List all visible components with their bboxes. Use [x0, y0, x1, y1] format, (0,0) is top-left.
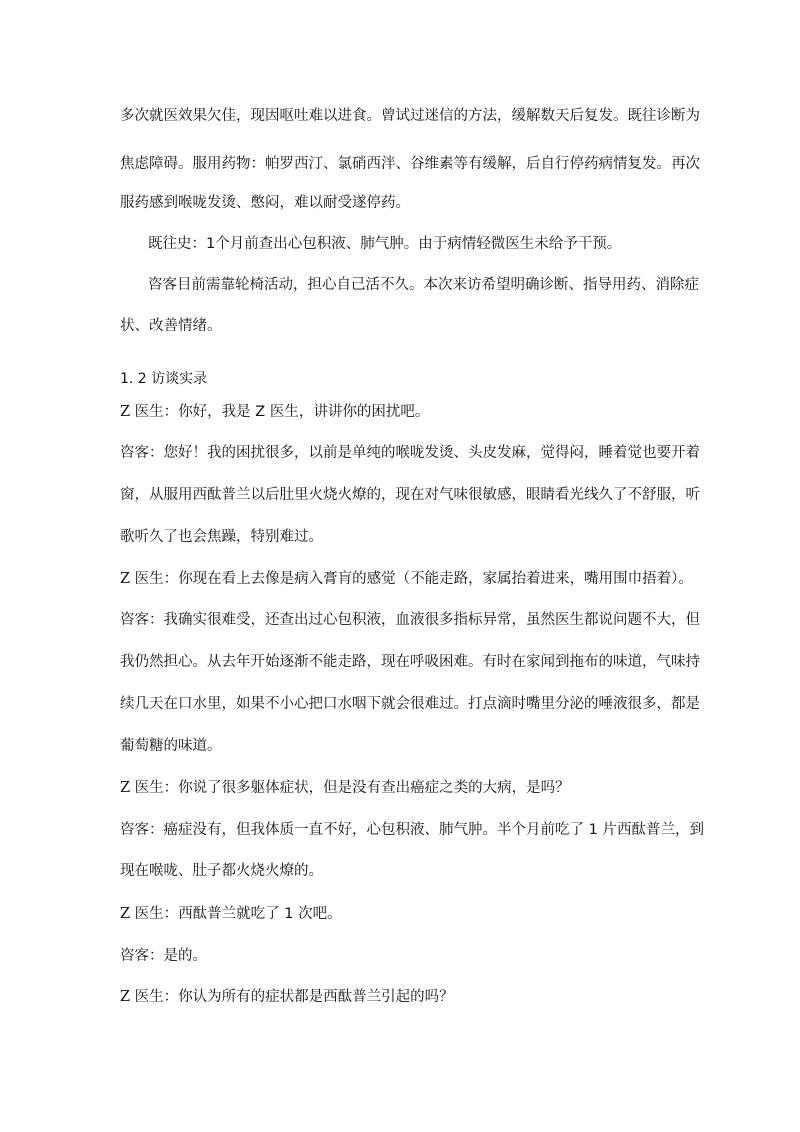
dialogue-line: [120, 402, 690, 422]
dialogue-text: 你说了很多躯体症状，但是没有查出癌症之类的大病，是吗？: [178, 780, 570, 796]
dialogue-text: 你现在看上去像是病入膏肓的感觉（不能走路，家属抬着进来，嘴用围巾捂着）。: [178, 571, 693, 587]
paragraph-line: 服药感到喉咙发烫、憋闷，难以耐受遂停药。: [120, 195, 410, 211]
dialogue-text: 你好，我是 Z 医生，讲讲你的困扰吧。: [178, 404, 430, 420]
paragraph-line: 焦虑障碍。服用药物：帕罗西汀、氯硝西泮、谷维素等有缓解，后自行停药病情复发。再次: [120, 156, 700, 172]
dialogue-text: 是的。: [163, 948, 207, 964]
dialogue-text: 癌症没有，但我体质一直不好，心包积液、肺气肿。半个月前吃了 1 片西酞普兰，到: [163, 822, 704, 838]
paragraph-line: 状、改善情绪。: [120, 318, 222, 334]
paragraph-line: 既往史：1个月前查出心包积液、肺气肿。由于病情轻微医生未给予干预。: [148, 236, 622, 252]
dialogue-line: [120, 987, 690, 1007]
dialogue-line: [120, 946, 690, 966]
dialogue-line: 续几天在口水里，如果不小心把口水咽下就会很难过。打点滴时嘴里分泌的唾液很多，都是: [120, 696, 700, 712]
speaker-label: Z 医生：: [120, 906, 179, 922]
dialogue-line: [120, 820, 704, 840]
speaker-label: 咨客：: [120, 445, 164, 461]
paragraph-line: 多次就医效果欠佳，现因呕吐难以进食。曾试过迷信的方法，缓解数天后复发。既往诊断为: [120, 108, 700, 124]
speaker-label: Z 医生：: [120, 571, 179, 587]
dialogue-text: 你认为所有的症状都是西酞普兰引起的吗？: [178, 989, 454, 1005]
dialogue-line: 葡萄糖的味道。: [120, 738, 222, 754]
dialogue-line: 歌听久了也会焦躁，特别难过。: [120, 529, 323, 545]
dialogue-line: [120, 443, 700, 463]
speaker-label: 咨客：: [120, 612, 164, 628]
dialogue-line: [120, 569, 693, 589]
dialogue-text: 您好！我的困扰很多，以前是单纯的喉咙发烫、头皮发麻，觉得闷，睡着觉也要开着: [163, 445, 700, 461]
dialogue-line: [120, 610, 700, 630]
speaker-label: Z 医生：: [120, 989, 179, 1005]
speaker-label: 咨客：: [120, 948, 164, 964]
dialogue-line: 我仍然担心。从去年开始逐渐不能走路，现在呼吸困难。有时在家闻到拖布的味道，气味持: [120, 654, 700, 670]
dialogue-line: 窗，从服用西酞普兰以后肚里火烧火燎的，现在对气味很敏感，眼睛看光线久了不舒服，听: [120, 487, 700, 503]
speaker-label: Z 医生：: [120, 780, 179, 796]
paragraph-line: 咨客目前需靠轮椅活动，担心自己活不久。本次来访希望明确诊断、指导用药、消除症: [148, 277, 699, 293]
speaker-label: 咨客：: [120, 822, 164, 838]
dialogue-text: 西酞普兰就吃了 1 次吧。: [178, 906, 342, 922]
dialogue-line: [120, 904, 690, 924]
section-heading: 1. 2 访谈实录: [120, 371, 208, 387]
dialogue-line: [120, 778, 690, 798]
dialogue-text: 我确实很难受，还查出过心包积液，血液很多指标异常，虽然医生都说问题不大，但: [163, 612, 700, 628]
dialogue-line: 现在喉咙、肚子都火烧火燎的。: [120, 863, 323, 879]
speaker-label: Z 医生：: [120, 404, 179, 420]
